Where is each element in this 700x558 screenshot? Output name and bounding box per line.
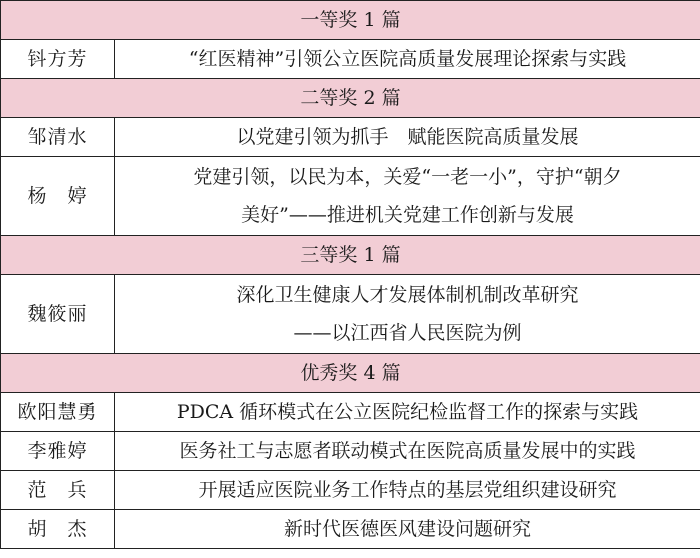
author-name: 邹清水 — [1, 118, 115, 157]
paper-title-line: 以党建引领为抓手 赋能医院高质量发展 — [236, 125, 579, 148]
paper-title-line: PDCA 循环模式在公立医院纪检监督工作的探索与实践 — [176, 400, 639, 423]
tier-row-excellence-prize — [1, 354, 700, 393]
table-row — [1, 393, 700, 432]
paper-title-line: 医务社工与志愿者联动模式在医院高质量发展中的实践 — [179, 439, 636, 462]
table-row — [1, 118, 700, 157]
paper-title — [115, 432, 700, 471]
paper-title — [115, 510, 700, 549]
paper-title — [115, 40, 700, 79]
table-row — [1, 40, 700, 79]
paper-title — [115, 471, 700, 510]
tier-heading: 二等奖 2 篇 — [1, 79, 700, 118]
author-name: 欧阳慧勇 — [1, 393, 115, 432]
tier-heading: 一等奖 1 篇 — [1, 1, 700, 40]
tier-row-third-prize — [1, 236, 700, 275]
paper-title-line: 深化卫生健康人才发展体制机制改革研究 — [236, 284, 579, 306]
tier-heading: 三等奖 1 篇 — [1, 236, 700, 275]
paper-title-line: “红医精神”引领公立医院高质量发展理论探索与实践 — [188, 47, 627, 70]
paper-title-line: ——以江西省人民医院为例 — [293, 322, 522, 344]
paper-title-line: 美好”——推进机关党建工作创新与发展 — [241, 204, 574, 226]
tier-heading: 优秀奖 4 篇 — [1, 354, 700, 393]
paper-title — [115, 393, 700, 432]
table-row — [1, 432, 700, 471]
table-row — [1, 471, 700, 510]
author-name: 钭方芳 — [1, 40, 115, 79]
paper-title — [115, 118, 700, 157]
table-row — [1, 275, 700, 354]
paper-title-line: 开展适应医院业务工作特点的基层党组织建设研究 — [198, 478, 617, 501]
tier-row-first-prize — [1, 1, 700, 40]
paper-title-line: 新时代医德医风建设问题研究 — [284, 517, 532, 540]
tier-row-second-prize — [1, 79, 700, 118]
author-name: 胡 杰 — [1, 510, 115, 549]
table-row — [1, 157, 700, 236]
paper-title — [115, 157, 700, 236]
table-row — [1, 510, 700, 549]
author-name: 杨 婷 — [1, 157, 115, 236]
paper-title — [115, 275, 700, 354]
author-name: 李雅婷 — [1, 432, 115, 471]
author-name: 范 兵 — [1, 471, 115, 510]
paper-title-line: 党建引领，以民为本，关爱“一老一小”，守护“朝夕 — [193, 166, 622, 188]
author-name: 魏筱丽 — [1, 275, 115, 354]
